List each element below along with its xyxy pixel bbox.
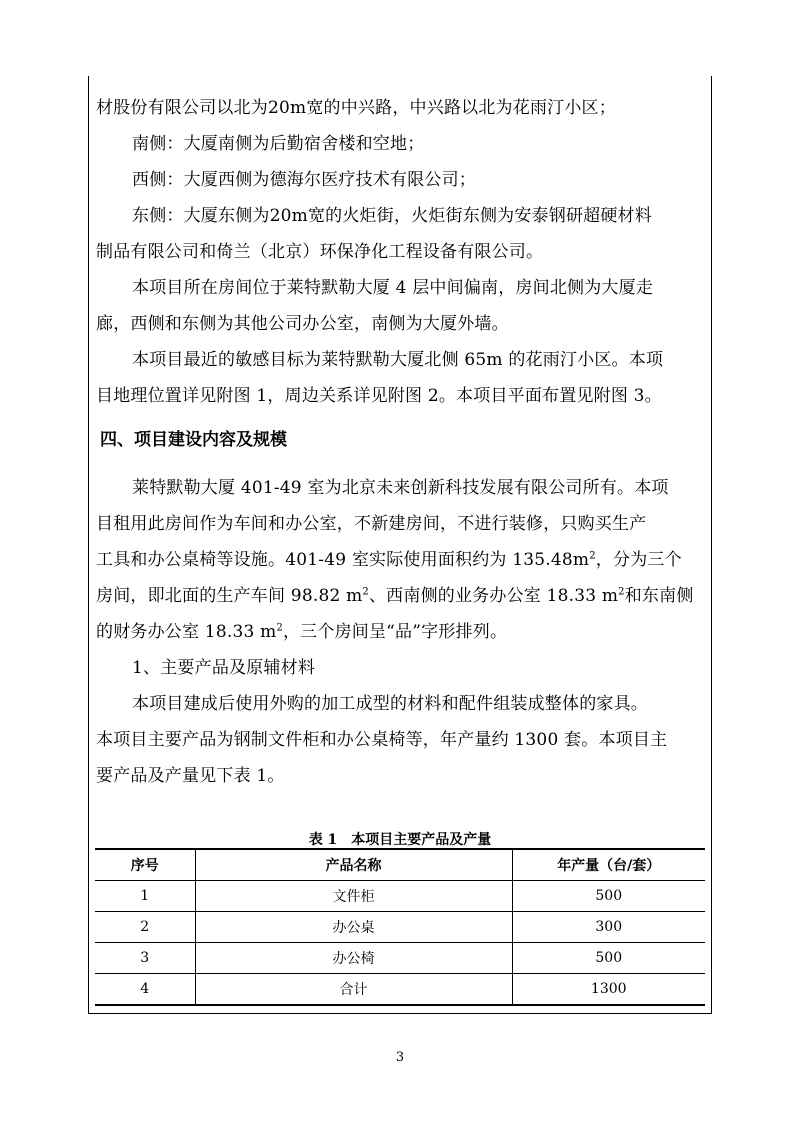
subheading-products: 1、主要产品及原辅材料 <box>132 658 316 678</box>
superscript: 2 <box>589 550 596 562</box>
table-row <box>95 912 705 943</box>
paragraph-east-line2: 制品有限公司和倚兰（北京）环保净化工程设备有限公司。 <box>96 242 544 262</box>
superscript: 2 <box>362 586 369 598</box>
paragraph-west: 西侧：大厦西侧为德海尔医疗技术有限公司； <box>132 170 476 190</box>
text-segment: 的财务办公室 18.33 m <box>96 622 277 642</box>
cell-product: 文件柜 <box>195 881 512 912</box>
column-header-product: 产品名称 <box>195 849 512 881</box>
paragraph-sensitive-line2: 目地理位置详见附图 1，周边关系详见附图 2。本项目平面布置见附图 3。 <box>96 386 662 406</box>
page-number: 3 <box>395 1050 405 1065</box>
scale-paragraph-line3 <box>96 542 706 578</box>
cell-index: 4 <box>95 974 195 1006</box>
cell-product: 办公椅 <box>195 943 512 974</box>
superscript: 2 <box>618 586 625 598</box>
paragraph-east-line1: 东侧：大厦东侧为20m宽的火炬街，火炬街东侧为安泰钢研超硬材料 <box>132 206 652 226</box>
table-row <box>95 881 705 912</box>
products-paragraph-line3: 要产品及产量见下表 1。 <box>96 766 285 786</box>
paragraph-sensitive-line1: 本项目最近的敏感目标为莱特默勒大厦北侧 65m 的花雨汀小区。本项 <box>132 350 664 370</box>
text-segment: 、西南侧的业务办公室 18.33 m <box>368 586 619 606</box>
scale-paragraph-line4 <box>96 578 706 614</box>
products-paragraph-line2: 本项目主要产品为钢制文件柜和办公桌椅等，年产量约 1300 套。本项目主 <box>96 730 668 750</box>
cell-index: 3 <box>95 943 195 974</box>
cell-index: 2 <box>95 912 195 943</box>
body-text <box>96 90 706 794</box>
text-segment: 房间，即北面的生产车间 98.82 m <box>96 586 363 606</box>
paragraph-room-line1: 本项目所在房间位于莱特默勒大厦 4 层中间偏南，房间北侧为大厦走 <box>132 278 654 298</box>
superscript: 2 <box>276 622 283 634</box>
section-heading: 四、项目建设内容及规模 <box>100 430 287 450</box>
table-caption: 表 1 本项目主要产品及产量 <box>308 832 492 848</box>
cell-output: 500 <box>512 881 705 912</box>
cell-product: 合计 <box>195 974 512 1006</box>
paragraph-south: 南侧：大厦南侧为后勤宿舍楼和空地； <box>132 134 425 154</box>
text-segment: ，三个房间呈“品”字形排列。 <box>282 622 508 642</box>
cell-output: 500 <box>512 943 705 974</box>
scale-paragraph-line1: 莱特默勒大厦 401-49 室为北京未来创新科技发展有限公司所有。本项 <box>132 478 669 498</box>
cell-index: 1 <box>95 881 195 912</box>
text-segment: ，分为三个 <box>595 550 682 570</box>
text-segment: 和东南侧 <box>624 586 694 606</box>
column-header-index: 序号 <box>95 849 195 881</box>
table-header-row <box>95 849 705 881</box>
cell-product: 办公桌 <box>195 912 512 943</box>
text-segment: 工具和办公桌椅等设施。401-49 室实际使用面积约为 135.48m <box>96 550 590 570</box>
cell-output: 300 <box>512 912 705 943</box>
column-header-output: 年产量（台/套） <box>512 849 705 881</box>
paragraph-north-continuation: 材股份有限公司以北为20m宽的中兴路，中兴路以北为花雨汀小区； <box>96 98 616 118</box>
scale-paragraph-line2: 目租用此房间作为车间和办公室，不新建房间，不进行装修，只购买生产 <box>96 514 647 534</box>
scale-paragraph-line5 <box>96 614 706 650</box>
products-paragraph-line1: 本项目建成后使用外购的加工成型的材料和配件组装成整体的家具。 <box>132 694 648 714</box>
paragraph-room-line2: 廊，西侧和东侧为其他公司办公室，南侧为大厦外墙。 <box>96 314 509 334</box>
cell-output: 1300 <box>512 974 705 1006</box>
table-row <box>95 943 705 974</box>
products-table <box>95 848 705 1006</box>
table-row <box>95 974 705 1006</box>
